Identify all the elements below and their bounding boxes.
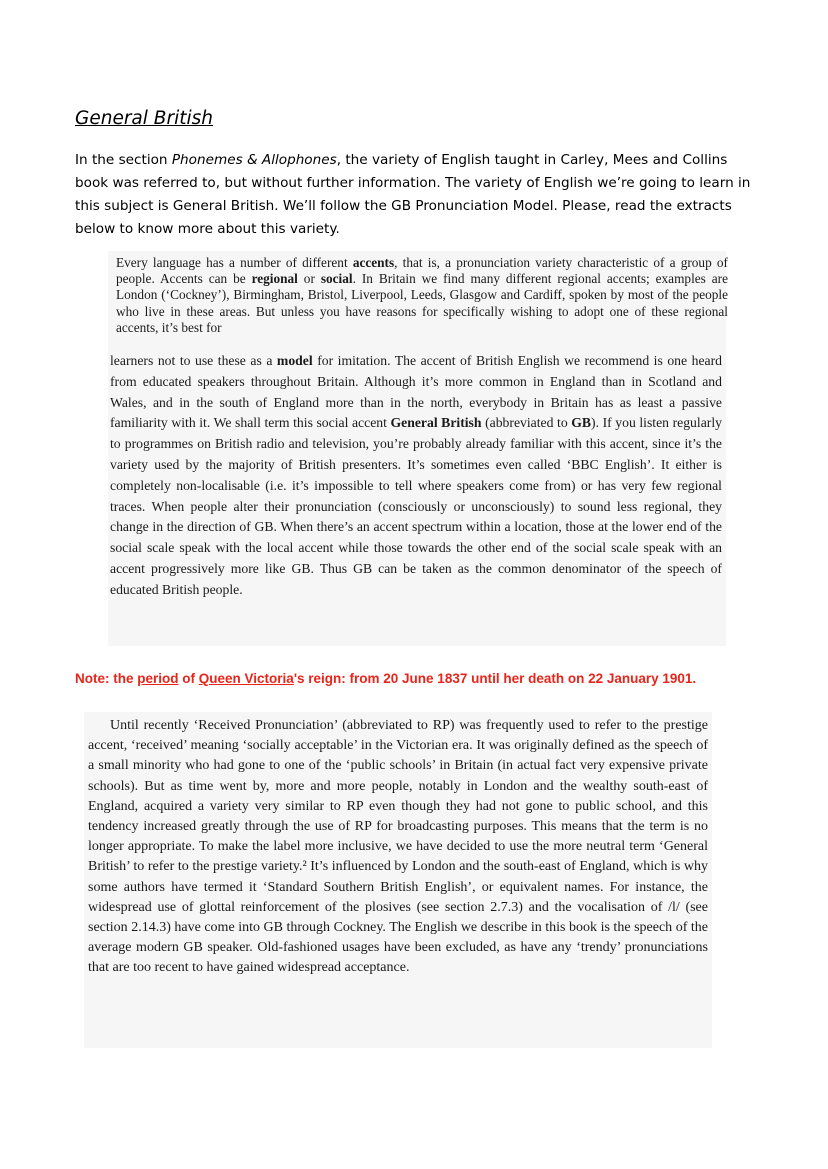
text-run: Every language has a number of different	[116, 255, 353, 270]
page-title: General British	[75, 108, 213, 129]
bold-term: General British	[390, 415, 482, 431]
text-run: learners not to use these as a	[110, 353, 277, 368]
text-run: of	[178, 671, 199, 686]
link-queen-victoria[interactable]: Queen Victoria	[198, 671, 294, 686]
text-run: . In Britain we find many different regional accents; examples are London (‘Cockney’), Birmingham, Bristol, Liverpool, Leeds, Glasgow and Cardiff, spoken by most of the people who live in these areas. But unless you have reasons for specifically wishing to adopt one of these regional accents, it’s best for	[116, 271, 728, 335]
intro-text-start: In the section	[75, 152, 172, 168]
extract-received-pronunciation	[84, 712, 712, 1048]
text-run: ). If you listen regularly to programmes on British radio and television, you’re probably already familiar with this accent, since it’s the variety used by the majority of British presenters. It’s sometimes even called ‘BBC English’. It either is completely non-localisable (i.e. it’s impossible to tell where speakers come from) or has very few regional traces. When people alter their pronunciation (consciously or unconsciously) to sound less regional, they change in the direction of GB. When there’s an accent spectrum within a location, those at the lower end of the social scale speak with the local accent while those towards the other end of the social scale speak with an accent progressively more like GB. Thus GB can be taken as the common denominator of the speech of educated British people.	[110, 415, 722, 597]
text-run: (abbreviated to	[481, 415, 572, 431]
bold-term: accents	[352, 255, 395, 270]
intro-paragraph	[75, 149, 760, 241]
extract-paragraph-rp	[88, 716, 708, 979]
link-period[interactable]: period	[137, 671, 179, 686]
text-run: or	[297, 271, 321, 287]
text-run: Note: the	[75, 671, 138, 686]
bold-term: model	[276, 353, 313, 368]
text-run: Until recently ‘Received Pronunciation’ (abbreviated to RP) was frequently used to refer to the prestige accent, ‘received’ meaning ‘socially acceptable’ in the Victorian era. It was originally defined as the speech of a small minority who had gone to one of the ‘public schools’ in Britain (in actual fact very expensive private schools). But as time went by, more and more people, notably in London and the wealthy south-east of England, acquired a variety very similar to RP even though they had not gone to public school, and this tendency increased greatly through the use of RP for broadcasting purposes. This means that the term is no longer appropriate. To make the label more inclusive, we have decided to use the more neutral term ‘General British’ to refer to the prestige variety.² It’s influenced by London and the south-east of England, which is why some authors have termed it ‘Standard Southern British English’, or equivalent names. For instance, the widespread use of glottal reinforcement of the plosives (see section 2.7.3) and the vocalisation of /l/ (see section 2.14.3) have come into GB through Cockney. The English we describe in this book is the speech of the average modern GB speaker. Old-fashioned usages have been excluded, as have any ‘trendy’ pronunciations that are too recent to have gained widespread acceptance.	[88, 718, 708, 976]
extract-paragraph-model	[110, 351, 722, 601]
intro-section-name: Phonemes & Allophones	[171, 152, 337, 168]
text-run: , that is, a pronunciation variety characteristic of a group of people. Accents can be	[116, 255, 728, 287]
bold-term: regional	[251, 271, 298, 287]
extract-general-british	[108, 251, 726, 646]
bold-term: GB	[571, 415, 592, 431]
intro-text-end: , the variety of English taught in Carley, Mees and Collins book was referred to, but without further information. The variety of English we’re going to learn in this subject is General British. We’ll follow the GB Pronunciation Model. Please, read the extracts below to know more about this variety.	[75, 152, 751, 237]
text-run: 's reign: from 20 June 1837 until her death on 22 January 1901.	[293, 671, 697, 686]
extract-paragraph-accents	[116, 255, 728, 336]
bold-term: social	[320, 271, 353, 287]
text-run: for imitation. The accent of British English we recommend is one heard from educated speakers throughout Britain. Although it’s more common in England than in Scotland and Wales, and in the south of England more than in the north, everybody in Britain has as least a passive familiarity with it. We shall term this social accent	[110, 353, 722, 431]
note-victorian-era	[75, 671, 815, 686]
